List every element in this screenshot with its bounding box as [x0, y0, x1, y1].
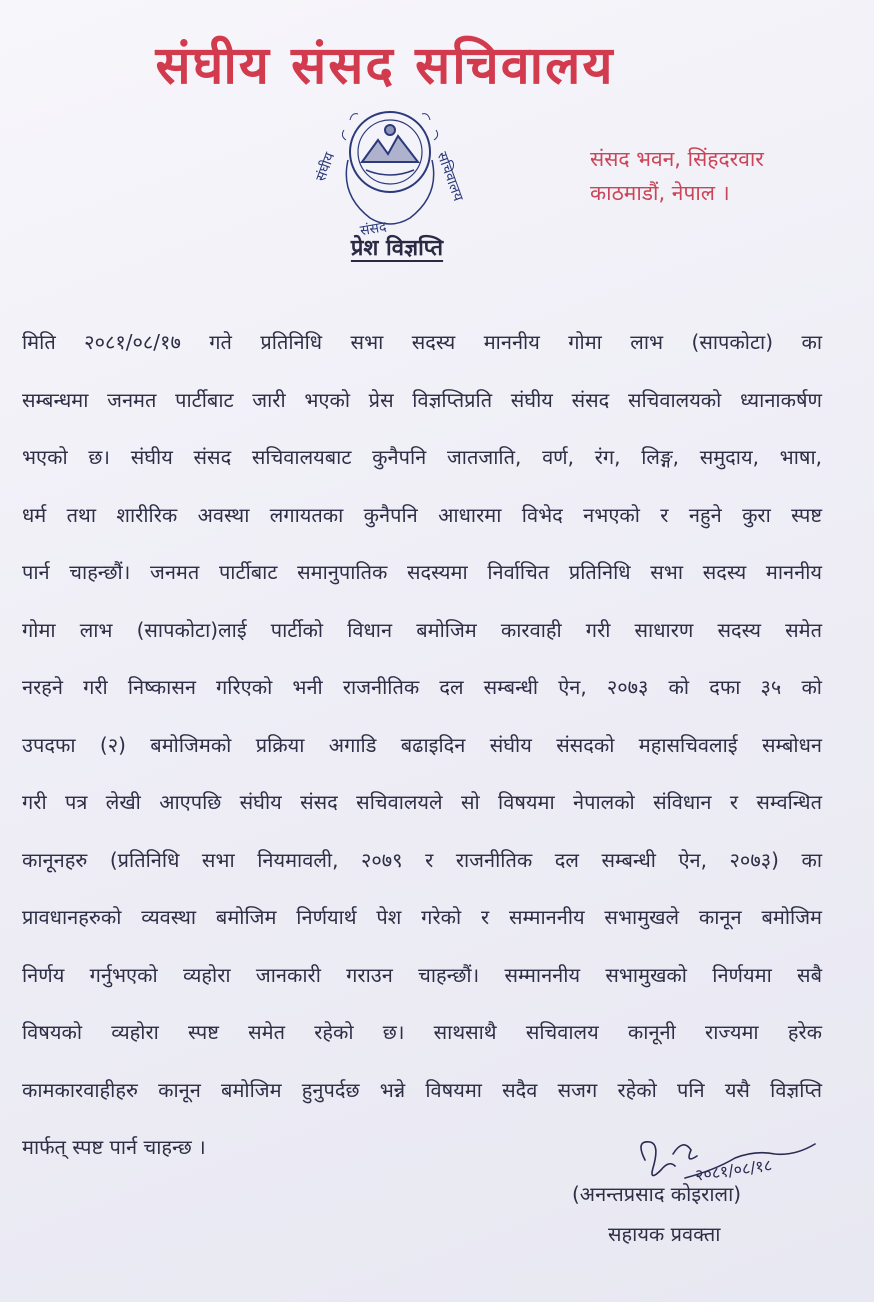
body-line: निर्णय गर्नुभएको व्यहोरा जानकारी गराउन चाहन्छौं। सम्माननीय सभामुखको निर्णयमा सबै — [22, 962, 822, 987]
body-line: कामकारवाहीहरु कानून बमोजिम हुनुपर्दछ भन्ने विषयमा सदैव सजग रहेको पनि यसै विज्ञप्ति — [22, 1077, 822, 1102]
parliament-seal-icon — [300, 100, 480, 240]
body-line: कानूनहरु (प्रतिनिधि सभा नियमावली, २०७९ र राजनीतिक दल सम्बन्धी ऐन, २०७३) का — [22, 847, 822, 872]
svg-text:संघीय: संघीय — [313, 150, 339, 184]
body-line: पार्न चाहन्छौं। जनमत पार्टीबाट समानुपातिक सदस्यमा निर्वाचित प्रतिनिधि सभा सदस्य माननीय — [22, 560, 822, 584]
letterhead-address — [590, 142, 764, 210]
body-line: धर्म तथा शारीरिक अवस्था लगायतका कुनैपनि आधारमा विभेद नभएको र नहुने कुरा स्पष्ट — [22, 502, 822, 527]
signatory-title: सहायक प्रवक्ता — [608, 1222, 721, 1246]
svg-text:सचिवालय: सचिवालय — [433, 149, 466, 204]
letterhead-title: संघीय संसद सचिवालय — [155, 36, 615, 96]
svg-text:संसद: संसद — [358, 219, 388, 240]
body-line: सम्बन्धमा जनमत पार्टीबाट जारी भएको प्रेस विज्ञप्तिप्रति संघीय संसद सचिवालयको ध्यानाकर्षण — [22, 387, 822, 412]
press-release-body — [22, 322, 822, 1185]
signature-date: २०८१/०८/१८ — [693, 1155, 774, 1185]
body-line: गरी पत्र लेखी आएपछि संघीय संसद सचिवालयले सो विषयमा नेपालको संविधान र सम्वन्धित — [22, 790, 822, 814]
body-line: मिति २०८१/०८/१७ गते प्रतिनिधि सभा सदस्य माननीय गोमा लाभ (सापकोटा) का — [22, 330, 822, 354]
address-line-2: काठमाडौं, नेपाल । — [590, 181, 730, 205]
address-line-1: संसद भवन, सिंहदरवार — [590, 147, 764, 171]
body-line: नरहने गरी निष्कासन गरिएको भनी राजनीतिक दल सम्बन्धी ऐन, २०७३ को दफा ३५ को — [22, 675, 822, 699]
body-line: गोमा लाभ (सापकोटा)लाई पार्टीको विधान बमोजिम कारवाही गरी साधारण सदस्य समेत — [22, 617, 822, 642]
body-line: उपदफा (२) बमोजिमको प्रक्रिया अगाडि बढाइदिन संघीय संसदको महासचिवलाई सम्बोधन — [22, 732, 822, 757]
body-line: विषयको व्यहोरा स्पष्ट समेत रहेको छ। साथसाथै सचिवालय कानूनी राज्यमा हरेक — [22, 1020, 822, 1044]
signatory-name: (अनन्तप्रसाद कोइराला) — [572, 1182, 742, 1206]
body-line: प्रावधानहरुको व्यवस्था बमोजिम निर्णयार्थ पेश गरेको र सम्माननीय सभामुखले कानून बमोजिम — [22, 905, 822, 929]
page-heading: प्रेश विज्ञप्ति — [350, 236, 444, 261]
body-line: मार्फत् स्पष्ट पार्न चाहन्छ । — [22, 1135, 206, 1159]
body-line: भएको छ। संघीय संसद सचिवालयबाट कुनैपनि जातजाति, वर्ण, रंग, लिङ्ग, समुदाय, भाषा, — [22, 445, 822, 469]
